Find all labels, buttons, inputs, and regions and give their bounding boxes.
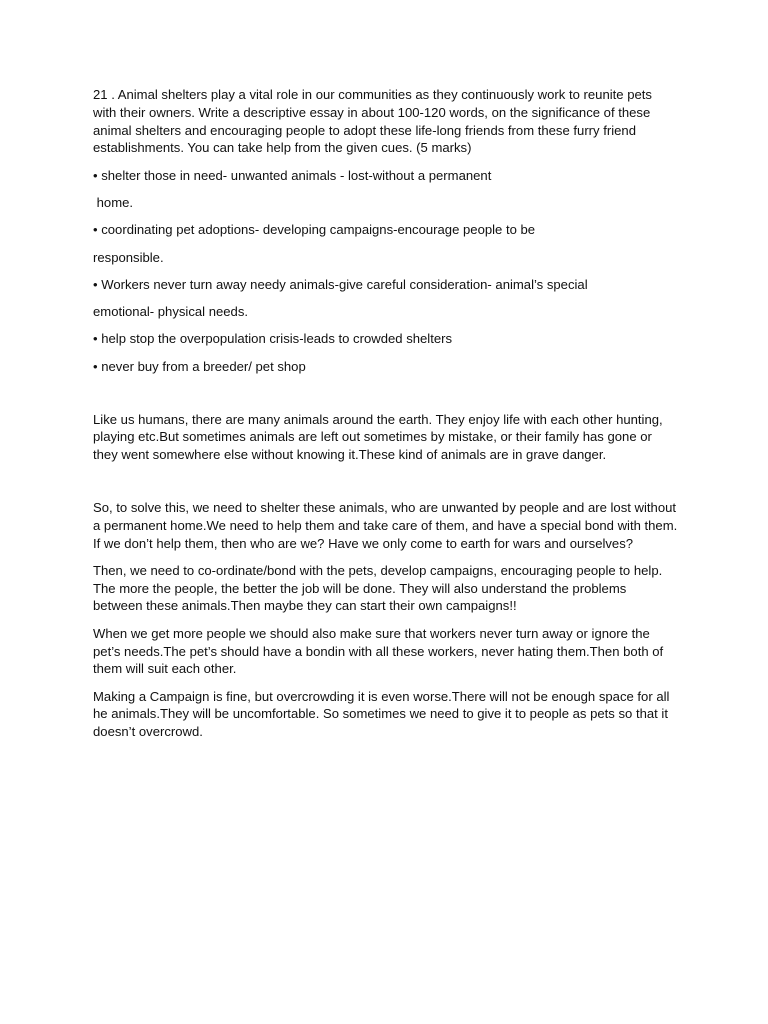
cue-line-4: responsible. — [93, 249, 164, 265]
essay-paragraph-4: When we get more people we should also make sure that workers never turn away or ignore the pet’s needs.The pet’s should have a bondin with all these workers, never hating them.Then both of them will suit each other. — [93, 625, 664, 677]
cue-line-7: • help stop the overpopulation crisis-leads to crowded shelters — [93, 331, 453, 347]
document-page — [93, 86, 678, 741]
cue-line-1: • shelter those in need- unwanted animals - lost-without a permanent — [93, 167, 492, 183]
cue-line-3: • coordinating pet adoptions- developing campaigns-encourage people to be — [93, 222, 536, 238]
essay-paragraph-3: Then, we need to co-ordinate/bond with the pets, develop campaigns, encouraging people to help. The more the people, the better the job will be done. They will also understand the problems between these animals.Then maybe they can start their own campaigns!! — [93, 562, 663, 614]
question-text: 21 . Animal shelters play a vital role in our communities as they continuously work to reunite pets with their owners. Write a descriptive essay in about 100-120 words, on the significance of these animal shelters and encouraging people to adopt these life-long friends from these furry friend establishments. You can take help from the given cues. (5 marks) — [93, 87, 652, 156]
cue-line-5: • Workers never turn away needy animals-give careful consideration- animal’s special — [93, 276, 588, 292]
essay-paragraph-5: Making a Campaign is fine, but overcrowding it is even worse.There will not be enough space for all he animals.They will be uncomfortable. So sometimes we need to give it to people as pets so that it doesn’t overcrowd. — [93, 688, 670, 740]
essay-paragraph-1: Like us humans, there are many animals around the earth. They enjoy life with each other hunting, playing etc.But sometimes animals are left out sometimes by mistake, or their family has gone or they went somewhere else without knowing it.These kind of animals are in grave danger. — [93, 411, 663, 463]
cue-line-2: home. — [93, 194, 134, 210]
cue-line-6: emotional- physical needs. — [93, 304, 249, 320]
cue-line-8: • never buy from a breeder/ pet shop — [93, 358, 306, 374]
essay-paragraph-2: So, to solve this, we need to shelter these animals, who are unwanted by people and are lost without a permanent home.We need to help them and take care of them, and have a special bond with them. If we don’t help them, then who are we? Have we only come to earth for wars and ourselves? — [93, 499, 678, 551]
